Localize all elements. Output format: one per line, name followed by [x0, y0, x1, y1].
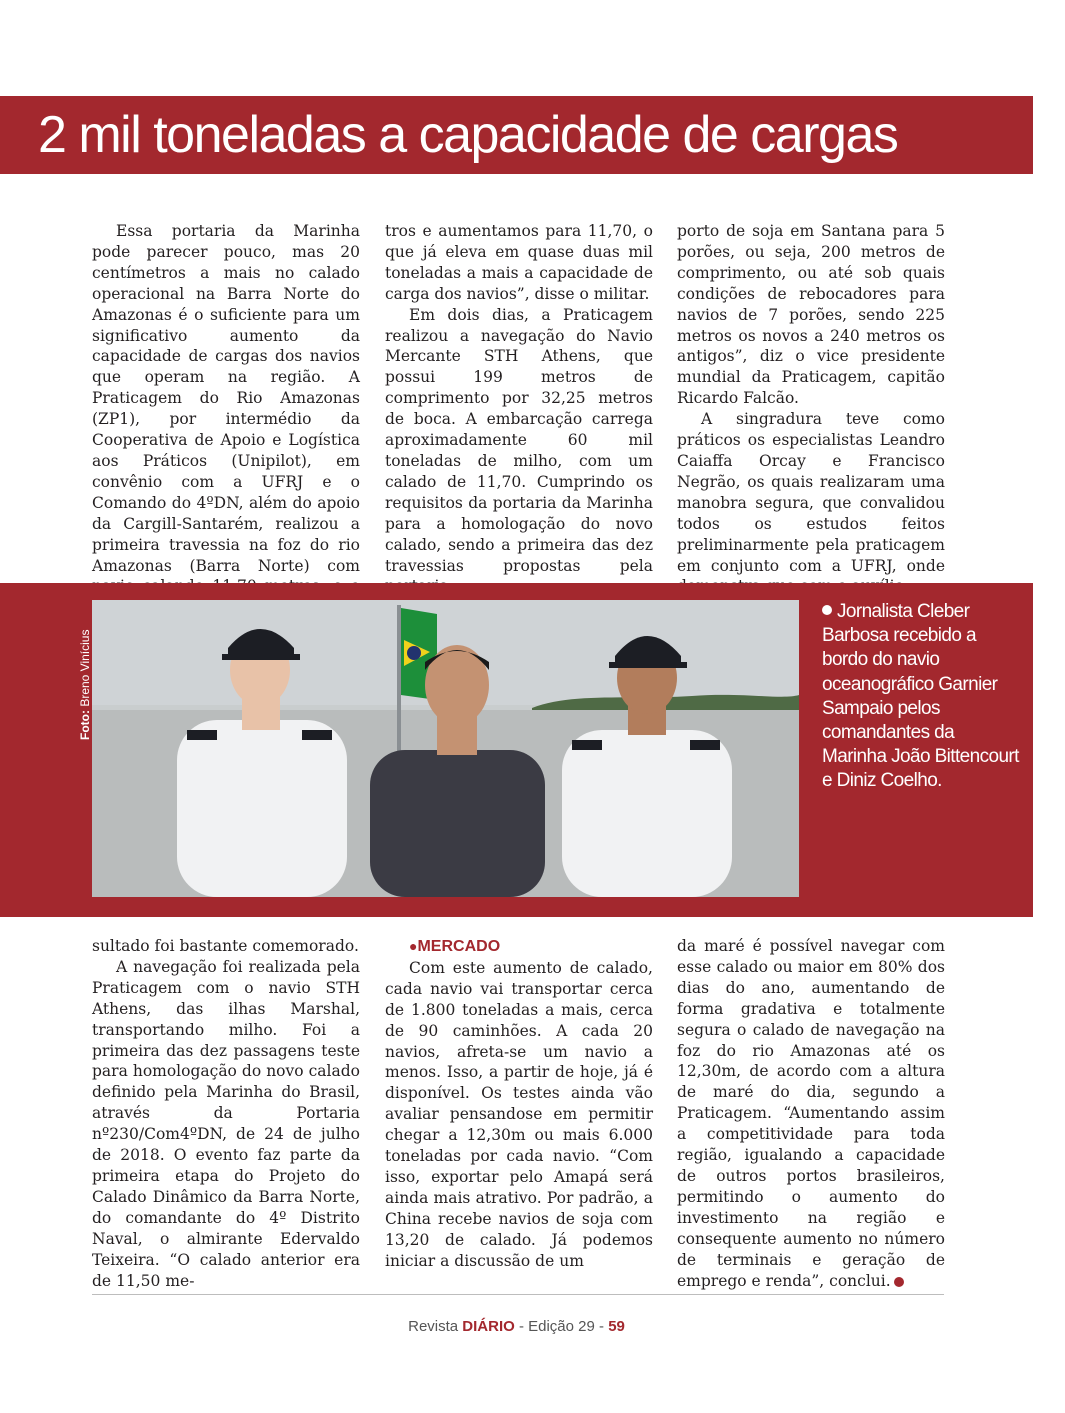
paragraph: A singradura teve como práticos os especialistas Leandro Caiaffa Orcay e Francisco Negrão, os quais realizaram uma manobra segura, que convalidou todos os estudos feitos preliminarmente pela praticagem em conjunto com a UFRJ, onde — [677, 410, 945, 575]
article-title: 2 mil toneladas a capacidade de cargas — [38, 106, 898, 164]
photo-illustration — [92, 600, 799, 897]
photo-caption — [822, 600, 1022, 794]
end-mark-icon — [894, 1277, 904, 1287]
flagpole — [397, 605, 401, 775]
paragraph: A navegação foi realizada pela Praticagem com o navio STH Athens, das ilhas Marshal, transportando milho. Foi a primeira das dez passagens teste para homologação do novo calado definido pela Marinha do Brasil, através da Portaria nº230/Com4ºDN, de 24 de julho de 2018. O evento faz parte da primeira etapa do Projeto do Calado Dinâmico da Barra Norte, do comandante do 4º Distrito Naval, o almirante Edervaldo Teixeira. “O calado anterior era de 11,50 me- — [92, 957, 360, 1290]
paragraph-text: da maré é possível navegar com esse calado ou maior em 80% dos dias do ano, aumentando de forma gradativa e totalmente segura o calado de navegação na foz do rio Amazonas até os 12,30m, de acordo com a altura de maré do dia, segundo a Praticagem. “Aumentando assim a competitividade para toda região, igualando a capacidade de outros portos brasileiros, permitindo o aumento do investimento na região e consequente aumento no número de terminais e geração de emprego e renda”, conclui. — [677, 937, 945, 1290]
paragraph: Com este aumento de calado, cada navio vai transportar cerca de 1.800 toneladas a mais, cerca de 90 caminhões. A cada 20 navios, afreta-se um navio a menos. Isso, a partir de hoje, já é disponível. Os testes ainda vão avaliar pensandose em permitir chegar a 12,30m ou mais 6.000 toneladas por cada navio. “Com isso, exportar pelo Amapá será ainda mais atrativo. Por padrão, a China recebe navios de soja com 13,20 de calado. Já podemos iniciar a discussão de um — [385, 958, 653, 1270]
paragraph: tros e aumentamos para 11,70, o que já eleva em quase duas mil toneladas a mais a capacidade de carga dos navios”, disse o militar. — [385, 222, 653, 303]
paragraph: porto de soja em Santana para 5 porões, ou seja, 200 metros de comprimento, ou até sob quais condições de rebocadores para navios de 7 porões, sendo 225 metros os novos a 240 metros os antigos”, diz o vice presidente mundial da Praticagem, capitão Ricardo Falcão. — [677, 222, 945, 408]
photo-credit-label: Foto: — [78, 710, 92, 740]
page-footer — [0, 1318, 1033, 1335]
title-banner — [0, 96, 1033, 174]
text-column-3 — [677, 221, 945, 575]
paragraph: sultado foi bastante comemorado. — [92, 937, 359, 955]
section-subhead — [385, 936, 653, 958]
footer-brand: DIÁRIO — [462, 1318, 515, 1335]
paragraph: Essa portaria da Marinha pode parecer pouco, mas 20 centímetros a mais no calado operacional na Barra Norte do Amazonas é o suficiente para um significativo aumento da capacidade de cargas dos navios que operam na região. A Praticagem do Rio Amazonas (ZP1), por intermédio da Cooperativa de Apoio e Logística aos Práticos (Unipilot), em convênio com a UFRJ e o Comando do 4ºDN, além do apoio da Cargill-Santarém, realizou a primeira travessia na foz do rio Amazonas (Barra Norte) com — [92, 222, 360, 575]
bullet-icon: ● — [409, 938, 418, 954]
footer-divider — [92, 1294, 944, 1295]
paragraph — [677, 936, 945, 1291]
subhead-text: MERCADO — [417, 938, 501, 955]
text-column-6 — [677, 936, 945, 1290]
photo-credit-name: Breno Vinícius — [78, 629, 92, 707]
paragraph: Em dois dias, a Praticagem realizou a navegação do Navio Mercante STH Athens, que possui 199 metros de comprimento por 32,25 metros de boca. A embarcação carrega aproximadamente 60 mil toneladas de milho, com um calado de 11,70. Cumprindo os requisitos da portaria da Marinha para a homologação do novo calado, sendo a primeira das dez travessias propostas pela — [385, 305, 653, 575]
article-photo — [92, 600, 799, 897]
caption-bullet-icon — [822, 605, 832, 615]
text-column-2 — [385, 221, 653, 575]
caption-text: Jornalista Cleber Barbosa recebido a bordo do navio oceanográfico Garnier Sampaio pelos comandantes da Marinha João Bittencourt e Diniz Coelho. — [822, 601, 1019, 792]
footer-prefix: Revista — [408, 1318, 463, 1335]
text-column-1 — [92, 221, 360, 575]
photo-credit — [78, 630, 92, 740]
text-column-5 — [385, 936, 653, 1270]
text-column-4 — [92, 936, 360, 1290]
footer-edition: - Edição 29 - — [514, 1318, 609, 1335]
page-number: 59 — [608, 1318, 625, 1335]
